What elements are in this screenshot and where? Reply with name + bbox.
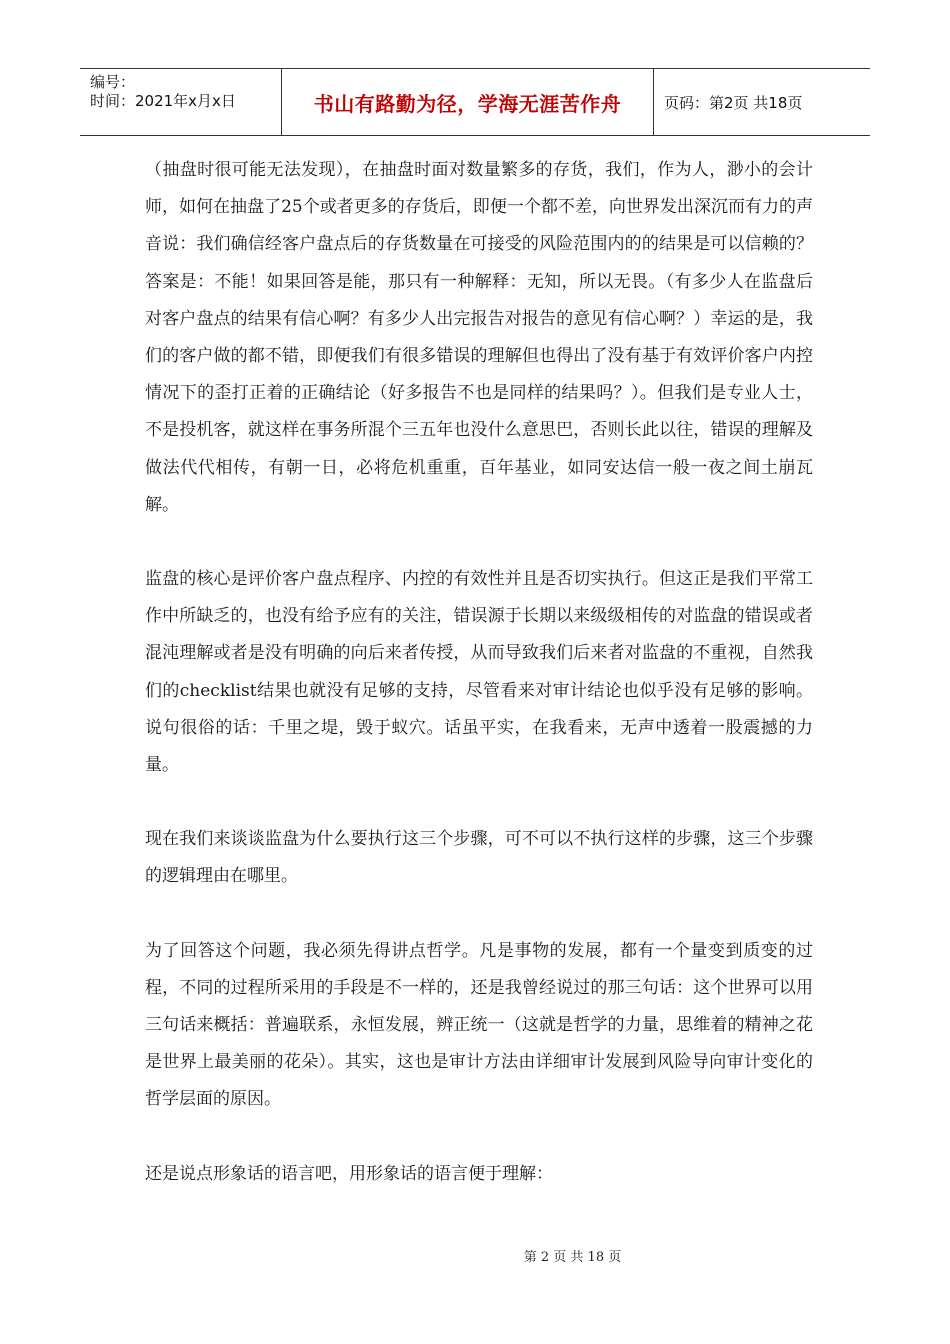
- paragraph-5: 还是说点形象话的语言吧，用形象话的语言便于理解：: [145, 1163, 553, 1184]
- paragraph-2: 监盘的核心是评价客户盘点程序、内控的有效性并且是否切实执行。但这正是我们平常工作中所缺乏的，也没有给予应有的关注，错误源于长期以来级级相传的对监盘的错误或者混沌理解或者是没有明确的向后来者传授，从而导致我们后来者对监盘的不重视，自然我们的checklist结果也就没有足够的支持，尽管看来对审计结论也似乎没有足够的影响。说句很俗的话：千里之堤，毁于蚁穴。话虽平实，在我看来，无声中透着一股震撼的力量。: [145, 569, 813, 776]
- footer-page-info: 第 2 页 共 18 页: [523, 1250, 622, 1265]
- page-header: [80, 68, 870, 136]
- header-meta: [80, 69, 282, 135]
- paragraph-3: 现在我们来谈谈监盘为什么要执行这三个步骤，可不可以不执行这样的步骤，这三个步骤的逻辑理由在哪里。: [145, 829, 813, 887]
- header-page-code: 页码：第2页 共18页: [664, 93, 803, 112]
- paragraph-1: （抽盘时很可能无法发现），在抽盘时面对数量繁多的存货，我们，作为人，渺小的会计师，如何在抽盘了25个或者更多的存货后，即便一个都不差，向世界发出深沉而有力的声音说：我们确信经客户盘点后的存货数量在可接受的风险范围内的的结果是可以信赖的？答案是：不能！如果回答是能，那只有一种解释：无知，所以无畏。（有多少人在监盘后对客户盘点的结果有信心啊？有多少人出完报告对报告的意见有信心啊？）幸运的是，我们的客户做的都不错，即便我们有很多错误的理解但也得出了没有基于有效评价客户内控情况下的歪打正着的正确结论（好多报告不也是同样的结果吗？）。但我们是专业人士，不是投机客，就这样在事务所混个三五年也没什么意思巴，否则长此以往，错误的理解及做法代代相传，有朝一日，必将危机重重，百年基业，如同安达信一般一夜之间土崩瓦解。: [145, 160, 813, 515]
- document-body: [145, 152, 813, 1193]
- page-footer: [0, 1246, 950, 1265]
- paragraph-4: 为了回答这个问题，我必须先得讲点哲学。凡是事物的发展，都有一个量变到质变的过程，不同的过程所采用的手段是不一样的，还是我曾经说过的那三句话：这个世界可以用三句话来概括：普遍联系，永恒发展，辨正统一（这就是哲学的力量，思维着的精神之花是世界上最美丽的花朵）。其实，这也是审计方法由详细审计发展到风险导向审计变化的哲学层面的原因。: [145, 940, 813, 1110]
- header-motto: 书山有路勤为径，学海无涯苦作舟: [282, 69, 654, 135]
- document-number-label: 编号：: [90, 73, 136, 91]
- document-time-label: 时间：2021年x月x日: [90, 92, 236, 110]
